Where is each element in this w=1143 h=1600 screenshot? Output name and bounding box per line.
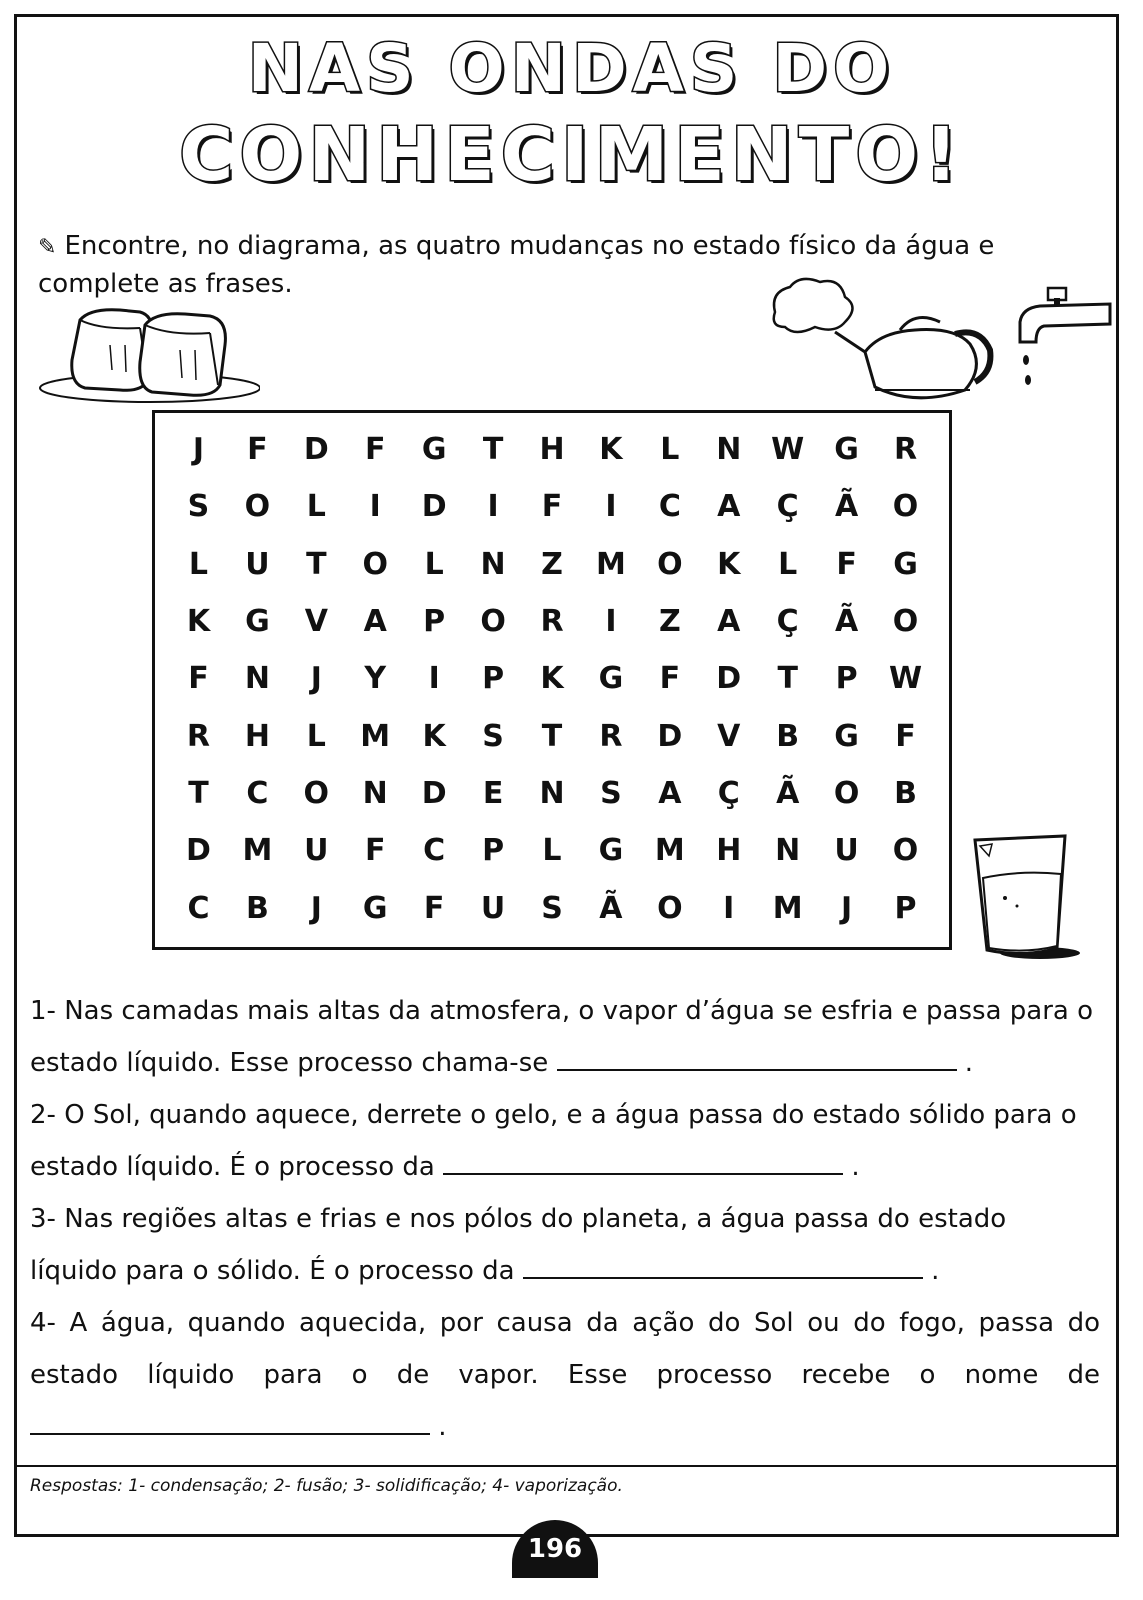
- answers-divider: [14, 1465, 1119, 1467]
- grid-letter[interactable]: S: [600, 776, 622, 812]
- grid-letter[interactable]: R: [599, 718, 623, 754]
- grid-letter[interactable]: J: [192, 432, 205, 468]
- grid-letter[interactable]: I: [723, 890, 735, 926]
- grid-letter[interactable]: M: [595, 546, 626, 582]
- question-3-text: Nas regiões altas e frias e nos pólos do planeta, a água passa do estado líquido para o sólido. É o processo da: [30, 1204, 1007, 1286]
- grid-letter[interactable]: Z: [658, 604, 681, 640]
- grid-letter[interactable]: S: [482, 718, 504, 754]
- grid-letter[interactable]: W: [771, 432, 805, 468]
- page-number: 196: [512, 1520, 598, 1578]
- grid-letter[interactable]: T: [541, 718, 563, 754]
- page-title-line-1: NAS ONDAS DO: [247, 30, 896, 107]
- grid-letter[interactable]: A: [363, 604, 387, 640]
- grid-letter[interactable]: G: [245, 604, 270, 640]
- grid-letter[interactable]: I: [605, 489, 617, 525]
- grid-letter[interactable]: F: [659, 661, 681, 697]
- grid-letter[interactable]: H: [716, 833, 742, 869]
- grid-letter[interactable]: G: [598, 661, 624, 697]
- grid-letter[interactable]: T: [188, 776, 209, 812]
- grid-letter[interactable]: U: [480, 890, 506, 926]
- question-1-text: Nas camadas mais altas da atmosfera, o vapor d’água se esfria e passa para o estado líquido. Esse processo chama-se: [30, 996, 1093, 1078]
- grid-letter[interactable]: B: [894, 776, 917, 812]
- dripping-faucet-icon: [1010, 282, 1120, 392]
- grid-letter[interactable]: N: [775, 833, 801, 869]
- grid-letter[interactable]: F: [895, 718, 916, 754]
- answer-blank-2[interactable]: [443, 1149, 843, 1175]
- word-search-letters: [155, 413, 949, 947]
- grid-letter[interactable]: G: [834, 718, 859, 754]
- grid-letter[interactable]: T: [777, 661, 798, 697]
- grid-letter[interactable]: L: [306, 489, 326, 525]
- grid-letter[interactable]: G: [834, 432, 859, 468]
- question-2-text: O Sol, quando aquece, derrete o gelo, e a água passa do estado sólido para o estado líquido. É o processo da: [30, 1100, 1077, 1182]
- grid-letter[interactable]: G: [421, 432, 447, 468]
- grid-letter[interactable]: I: [605, 604, 617, 640]
- grid-letter[interactable]: O: [892, 604, 919, 640]
- grid-letter[interactable]: O: [303, 776, 330, 812]
- grid-letter[interactable]: O: [892, 833, 919, 869]
- grid-letter[interactable]: J: [310, 890, 322, 926]
- grid-letter[interactable]: T: [306, 546, 327, 582]
- grid-letter[interactable]: S: [187, 489, 210, 525]
- grid-letter[interactable]: R: [186, 718, 211, 754]
- grid-letter[interactable]: I: [369, 489, 381, 525]
- word-search-grid: [152, 410, 952, 950]
- grid-letter[interactable]: A: [658, 776, 682, 812]
- grid-letter[interactable]: N: [539, 776, 565, 812]
- grid-letter[interactable]: Y: [364, 661, 387, 697]
- grid-letter[interactable]: J: [841, 890, 853, 926]
- grid-letter[interactable]: Ã: [834, 604, 859, 640]
- question-4-end: .: [438, 1412, 447, 1442]
- grid-letter[interactable]: F: [541, 489, 563, 525]
- grid-letter[interactable]: P: [482, 661, 505, 697]
- question-2-number: 2-: [30, 1100, 56, 1130]
- answer-blank-3[interactable]: [523, 1253, 923, 1279]
- grid-letter[interactable]: M: [772, 890, 803, 926]
- grid-letter[interactable]: H: [244, 718, 270, 754]
- answer-blank-1[interactable]: [557, 1045, 957, 1071]
- grid-letter[interactable]: V: [717, 718, 741, 754]
- grid-letter[interactable]: C: [246, 776, 269, 812]
- grid-letter[interactable]: P: [894, 890, 917, 926]
- grid-letter[interactable]: A: [717, 489, 741, 525]
- grid-letter[interactable]: S: [541, 890, 563, 926]
- pencil-icon: ✎: [38, 235, 57, 260]
- grid-letter[interactable]: I: [487, 489, 499, 525]
- question-1-number: 1-: [30, 996, 56, 1026]
- grid-letter[interactable]: C: [658, 489, 681, 525]
- question-4-text: A água, quando aquecida, por causa da ação do Sol ou do fogo, passa do estado líquido para o de vapor. Esse processo recebe o nome de: [30, 1308, 1101, 1390]
- question-1: [30, 985, 1100, 1089]
- grid-letter[interactable]: K: [186, 604, 211, 640]
- grid-letter[interactable]: Ã: [834, 489, 859, 525]
- grid-letter[interactable]: D: [186, 833, 211, 869]
- grid-letter[interactable]: D: [716, 661, 742, 697]
- grid-letter[interactable]: Ç: [776, 489, 799, 525]
- grid-letter[interactable]: U: [245, 546, 270, 582]
- grid-letter[interactable]: L: [778, 546, 798, 582]
- grid-letter[interactable]: D: [421, 776, 447, 812]
- grid-letter[interactable]: P: [482, 833, 505, 869]
- grid-letter[interactable]: L: [542, 833, 562, 869]
- grid-letter[interactable]: E: [482, 776, 504, 812]
- grid-letter[interactable]: L: [306, 718, 326, 754]
- grid-letter[interactable]: R: [540, 604, 564, 640]
- grid-letter[interactable]: O: [833, 776, 860, 812]
- grid-letter[interactable]: B: [776, 718, 800, 754]
- question-1-end: .: [964, 1048, 974, 1078]
- grid-letter[interactable]: F: [423, 890, 445, 926]
- grid-letter[interactable]: L: [188, 546, 209, 582]
- grid-letter[interactable]: F: [364, 833, 386, 869]
- answer-key: Respostas: 1- condensação; 2- fusão; 3- solidificação; 4- vaporização.: [30, 1476, 623, 1496]
- grid-letter[interactable]: U: [834, 833, 859, 869]
- grid-letter[interactable]: G: [598, 833, 624, 869]
- grid-letter[interactable]: O: [657, 546, 683, 582]
- grid-letter[interactable]: M: [654, 833, 685, 869]
- grid-letter[interactable]: O: [480, 604, 506, 640]
- grid-letter[interactable]: F: [364, 432, 386, 468]
- grid-letter[interactable]: N: [362, 776, 388, 812]
- question-3-end: .: [931, 1256, 940, 1286]
- grid-letter[interactable]: D: [421, 489, 447, 525]
- grid-letter[interactable]: U: [304, 833, 329, 869]
- grid-letter[interactable]: H: [539, 432, 565, 468]
- grid-letter[interactable]: G: [362, 890, 388, 926]
- grid-letter[interactable]: A: [717, 604, 741, 640]
- grid-letter[interactable]: K: [717, 546, 741, 582]
- question-2: [30, 1089, 1100, 1193]
- grid-letter[interactable]: N: [244, 661, 270, 697]
- grid-letter[interactable]: Ç: [717, 776, 740, 812]
- grid-letter[interactable]: O: [657, 890, 683, 926]
- grid-letter[interactable]: C: [187, 890, 210, 926]
- water-glass-icon: [965, 828, 1085, 968]
- grid-letter[interactable]: P: [835, 661, 858, 697]
- instruction-text: Encontre, no diagrama, as quatro mudanças no estado físico da água e complete as frases.: [38, 231, 995, 299]
- ice-cubes-icon: [30, 300, 260, 410]
- grid-letter[interactable]: V: [304, 604, 328, 640]
- question-2-end: .: [851, 1152, 860, 1182]
- grid-letter[interactable]: O: [244, 489, 271, 525]
- grid-letter[interactable]: N: [716, 432, 742, 468]
- grid-letter[interactable]: J: [310, 661, 322, 697]
- grid-letter[interactable]: K: [599, 432, 623, 468]
- steaming-kettle-icon: [765, 272, 1005, 407]
- grid-letter[interactable]: Ã: [599, 890, 623, 926]
- grid-letter[interactable]: K: [540, 661, 564, 697]
- grid-letter[interactable]: M: [242, 833, 273, 869]
- page-title-line-2: CONHECIMENTO!: [179, 112, 964, 198]
- grid-letter[interactable]: W: [888, 661, 923, 697]
- grid-letter[interactable]: K: [422, 718, 446, 754]
- answer-blank-4[interactable]: [30, 1409, 430, 1435]
- grid-letter[interactable]: M: [360, 718, 391, 754]
- grid-letter[interactable]: Ã: [776, 776, 800, 812]
- question-4-number: 4-: [30, 1308, 56, 1338]
- grid-letter[interactable]: L: [424, 546, 444, 582]
- grid-letter[interactable]: L: [660, 432, 680, 468]
- grid-letter[interactable]: I: [428, 661, 440, 697]
- grid-letter[interactable]: G: [893, 546, 918, 582]
- grid-letter[interactable]: N: [480, 546, 506, 582]
- grid-letter[interactable]: C: [423, 833, 446, 869]
- grid-letter[interactable]: D: [657, 718, 683, 754]
- grid-letter[interactable]: Z: [541, 546, 563, 582]
- grid-letter[interactable]: Ç: [776, 604, 799, 640]
- grid-letter[interactable]: F: [188, 661, 209, 697]
- grid-letter[interactable]: T: [482, 432, 504, 468]
- grid-letter[interactable]: D: [303, 432, 329, 468]
- grid-letter[interactable]: F: [836, 546, 857, 582]
- grid-letter[interactable]: O: [892, 489, 919, 525]
- question-4: [30, 1297, 1100, 1453]
- grid-letter[interactable]: O: [362, 546, 388, 582]
- grid-letter[interactable]: B: [245, 890, 269, 926]
- question-3-number: 3-: [30, 1204, 56, 1234]
- grid-letter[interactable]: P: [423, 604, 446, 640]
- question-3: [30, 1193, 1100, 1297]
- grid-letter[interactable]: F: [247, 432, 268, 468]
- grid-letter[interactable]: R: [893, 432, 918, 468]
